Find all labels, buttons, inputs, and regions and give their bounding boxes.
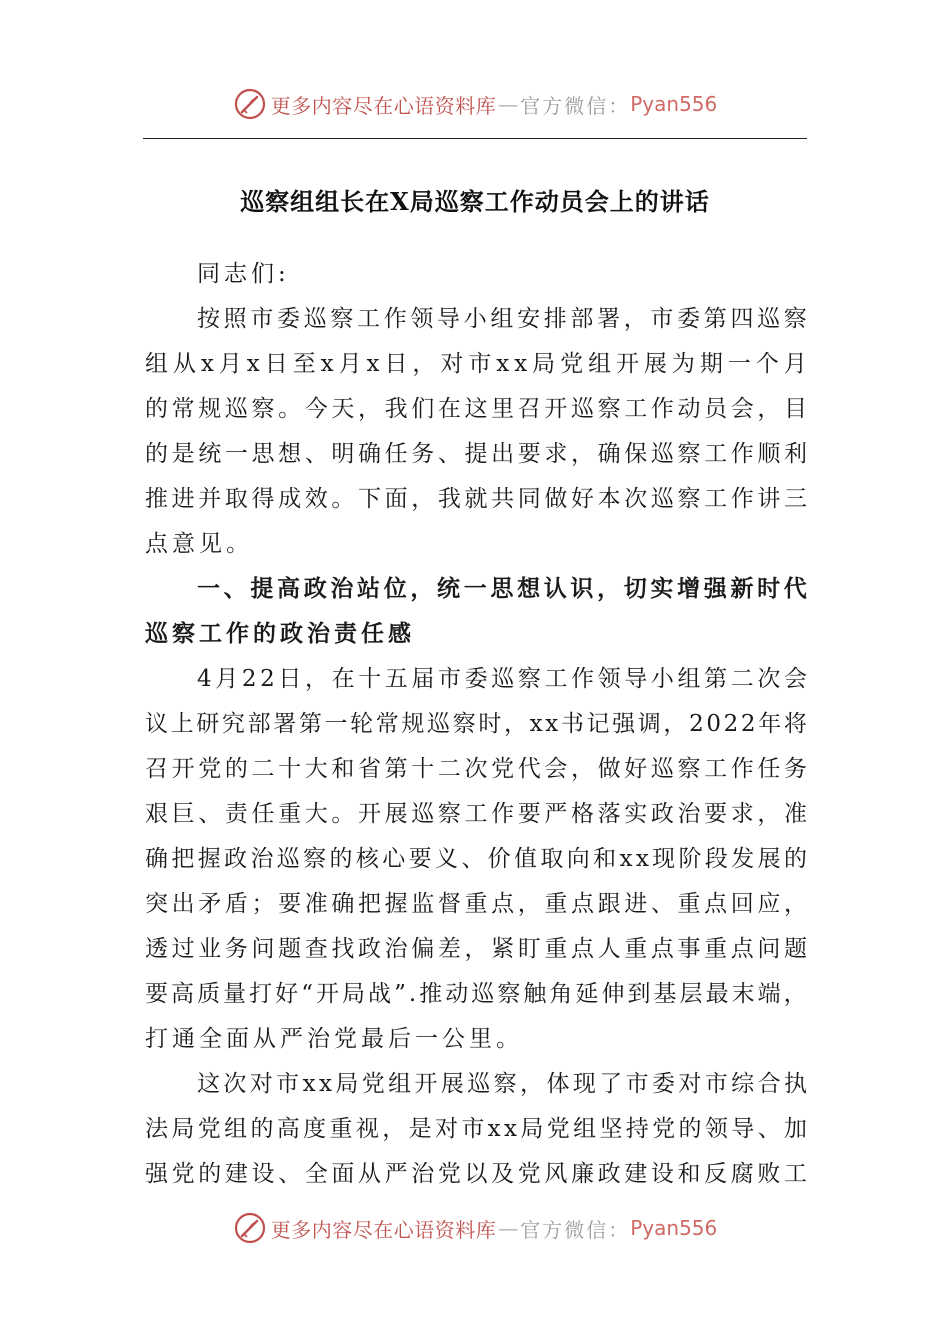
- paragraph-line: 的 是 统 一 思 想 、 明 确 任 务 、 提 出 要 求 ， 确 保 巡 察 工 作 顺 利: [145, 441, 807, 467]
- paragraph-line: 同志们:: [197, 261, 290, 287]
- quill-logo-icon: [233, 1211, 267, 1245]
- watermark-main-text: 更多内容尽在心语资料库: [270, 1217, 497, 1242]
- paragraph-line: 强 党 的 建 设 、 全 面 从 严 治 党 以 及 党 风 廉 政 建 设 和 反 腐 败 工: [145, 1161, 807, 1187]
- watermark-wechat-id: Pyan556: [630, 1216, 718, 1240]
- section-heading-line: 巡察工作的政治责任感: [145, 621, 415, 647]
- watermark-dash: —: [498, 1216, 519, 1240]
- watermark-main-text: 更多内容尽在心语资料库: [270, 93, 497, 118]
- paragraph-line: 按 照 市 委 巡 察 工 作 领 导 小 组 安 排 部 署 ， 市 委 第 四 巡 察: [197, 306, 807, 332]
- paragraph-line: 组 从 x 月 x 日 至 x 月 x 日 ， 对 市 x x 局 党 组 开 展 为 期 一 个 月: [145, 351, 807, 377]
- watermark-header: [0, 84, 950, 124]
- paragraph-line: 这 次 对 市 x x 局 党 组 开 展 巡 察 ， 体 现 了 市 委 对 市 综 合 执: [197, 1071, 807, 1097]
- paragraph-line: 召 开 党 的 二 十 大 和 省 第 十 二 次 党 代 会 ， 做 好 巡 察 工 作 任 务: [145, 756, 807, 782]
- paragraph-line: 确 把 握 政 治 巡 察 的 核 心 要 义 、 价 值 取 向 和 x x 现 阶 段 发 展 的: [145, 846, 807, 872]
- section-heading-line: 一 、 提 高 政 治 站 位 ， 统 一 思 想 认 识 ， 切 实 增 强 新 时 代: [197, 576, 807, 602]
- watermark-dash: —: [498, 92, 519, 116]
- header-divider: [143, 138, 807, 139]
- watermark-sub-text: 官方微信：: [520, 1217, 631, 1242]
- paragraph-line: 透 过 业 务 问 题 查 找 政 治 偏 差 ， 紧 盯 重 点 人 重 点 事 重 点 问 题: [145, 936, 807, 962]
- watermark-wechat-id: Pyan556: [630, 92, 718, 116]
- paragraph-line: 艰 巨 、 责 任 重 大 。 开 展 巡 察 工 作 要 严 格 落 实 政 治 要 求 ， 准: [145, 801, 807, 827]
- paragraph-line: 推 进 并 取 得 成 效 。 下 面 ， 我 就 共 同 做 好 本 次 巡 察 工 作 讲 三: [145, 486, 807, 512]
- document-body: [145, 252, 807, 1197]
- paragraph-line: 4 月 2 2 日 ， 在 十 五 届 市 委 巡 察 工 作 领 导 小 组 第 二 次 会: [197, 666, 807, 692]
- watermark-footer: [0, 1208, 950, 1248]
- quill-logo-icon: [233, 87, 267, 121]
- paragraph-line: 点意见。: [145, 531, 253, 557]
- paragraph-line: 法 局 党 组 的 高 度 重 视 ， 是 对 市 x x 局 党 组 坚 持 党 的 领 导 、 加: [145, 1116, 807, 1142]
- paragraph-line: 突 出 矛 盾 ； 要 准 确 把 握 监 督 重 点 ， 重 点 跟 进 、 重 点 回 应 ，: [145, 891, 807, 917]
- document-title: 巡察组组长在X局巡察工作动员会上的讲话: [240, 187, 710, 216]
- paragraph-line: 议 上 研 究 部 署 第 一 轮 常 规 巡 察 时 ， x x 书 记 强 调 ， 2 0 2 2 年 将: [145, 711, 807, 737]
- paragraph-line: 打通全面从严治党最后一公里。: [145, 1026, 523, 1052]
- paragraph-line: 要 高 质 量 打 好 “ 开 局 战 ” . 推 动 巡 察 触 角 延 伸 到 基 层 最 末 端 ，: [145, 981, 807, 1007]
- watermark-sub-text: 官方微信：: [520, 93, 631, 118]
- paragraph-line: 的 常 规 巡 察 。 今 天 ， 我 们 在 这 里 召 开 巡 察 工 作 动 员 会 ， 目: [145, 396, 807, 422]
